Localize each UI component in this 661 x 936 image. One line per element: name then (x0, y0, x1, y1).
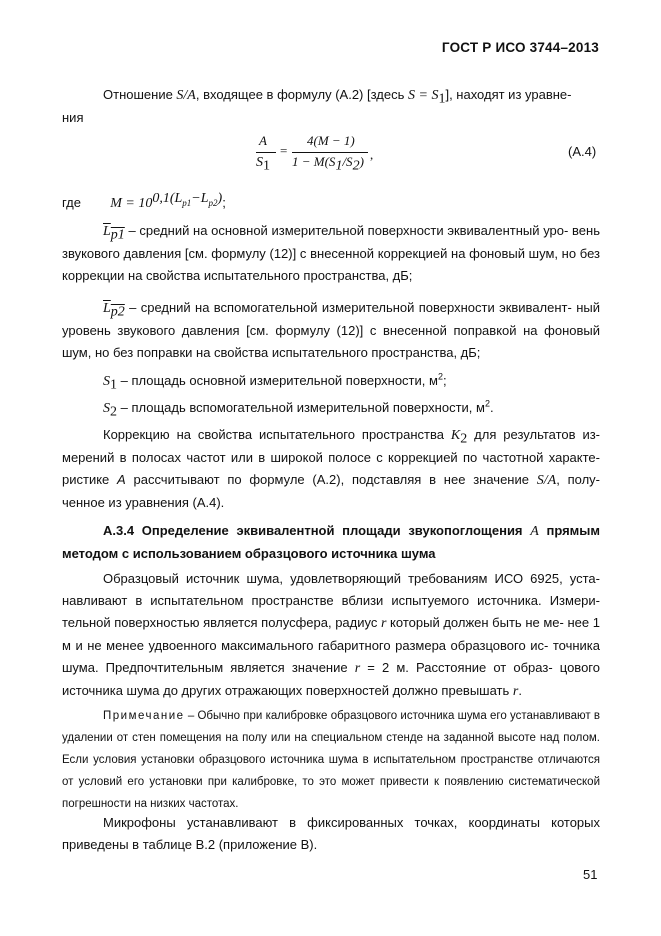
definition-s2: $S_2$ – площадь вспомогательной измерительной поверхности, $м^2$. (103, 398, 494, 420)
where-label: где (62, 195, 81, 210)
fraction-bar (256, 152, 276, 153)
equation-number: (А.4) (568, 144, 597, 159)
math-lp1: $\overline{L}$ (103, 224, 111, 239)
paragraph-ratio-cont: ния (62, 110, 84, 125)
math-m: M = 10 (110, 196, 153, 211)
math-ratio: S/A (176, 88, 196, 103)
math-eq: S = S (408, 88, 439, 103)
math-lp2: $\overline{L}$ (103, 301, 111, 316)
text: ], находят из уравне- (445, 87, 572, 102)
definition-s1: $S_1$ – площадь основной измерительной поверхности, $м^2$; (103, 371, 447, 393)
math-sub: 1 (438, 91, 446, 107)
definition-lp1: $\overline{L}_{p1}$ – средний на основной измерительной поверхности эквивалентный уро- вень звукового давления [см. формулу (12)] с внесенной коррекцией на фоновый шум, но без коррекции на свойства испытательного пространства, дБ; (62, 223, 600, 283)
paragraph-k2: Коррекцию на свойства испытательного пространства $K_2$ для результатов из- мерений в полосах частот или в широкой полосе с коррекцией по частотной характе- ристике А рассчитывают по формуле (А.2), подставляя в нее значение S/A, полу- ченное из уравнения (А.4). (62, 427, 601, 510)
equals-sign: = (280, 143, 288, 158)
note-block (62, 705, 600, 815)
formula-lhs-denominator: $S_1$ (256, 155, 270, 174)
paragraph-ratio (62, 84, 600, 107)
section-heading-a34: А.3.4 Определение эквивалентной площади звукопоглощения A прямым методом с использованием образцового источника шума (62, 523, 601, 561)
formula-rhs-numerator: 4(M − 1) (307, 133, 355, 148)
formula-rhs-denominator: $1 - M(S_1/S_2)$ (292, 154, 364, 174)
text: Отношение (103, 87, 177, 102)
fraction-bar (292, 152, 368, 153)
math-exponent: 0,1(Lp1−Lp2) (152, 190, 223, 208)
where-line: где $M = 10^{0,1(L_{p1}-L_{p2})}$; (62, 190, 226, 211)
page-number: 51 (583, 867, 598, 882)
text: , входящее в формулу (А.2) [здесь (195, 87, 408, 102)
paragraph-microphones: Микрофоны устанавливают в фиксированных точках, координаты которых приведены в таблице В.2 (приложение В). (62, 815, 600, 852)
paragraph-reference-source: Образцовый источник шума, удовлетворяющий требованиям ИСО 6925, уста- навливают в испытательном пространстве вблизи испытуемого источника. Измери- тельной поверхностью является полусфера, радиус r который должен быть не ме- нее 1 м и не менее удвоенного максимального габаритного размера образцового ис- точника шума. Предпочтительным является значение r = 2 м. Расстояние от образ- цового источника шума до других отражающих поверхностей должно превышать r. (62, 571, 600, 699)
definition-lp2: $\overline{L}_{p2}$ – средний на вспомогательной измерительной поверхности эквивалент- ный уровень звукового давления [см. формулу (12)] с внесенной поправкой на фоновый шум, но без поправки на свойства испытательного пространства, дБ; (62, 300, 600, 360)
formula-lhs-numerator: A (259, 133, 267, 148)
note-label: Примечание (103, 710, 185, 722)
standard-header: ГОСТ Р ИСО 3744–2013 (441, 40, 599, 55)
formula-comma: , (370, 147, 374, 162)
note-text: – Обычно при калибровке образцового источника шума его устанавливают в удалении от стен помещения на полу или на специальном стенде на заданной высоте над полом. Если условия установки образцового источника шума в испытательном пространстве отличаются от условий его установки при калибровке, то это может привести к появлению систематической погрешности на низких частотах. (62, 710, 600, 810)
